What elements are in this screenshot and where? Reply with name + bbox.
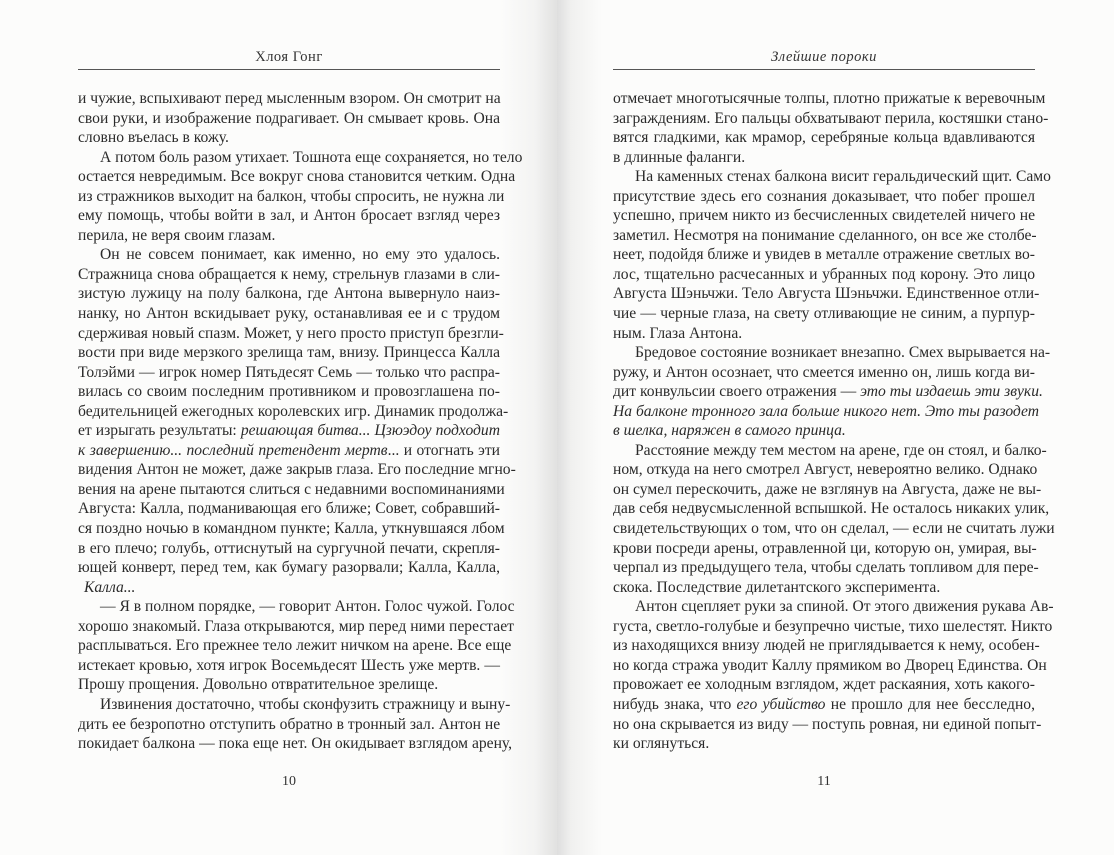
- text-line: [78, 734, 513, 754]
- italic-text: в шелка, наряжен в самого принца.: [613, 422, 846, 440]
- text-line: [613, 284, 1040, 304]
- italic-text: это ты издаешь эти звуки.: [860, 383, 1043, 401]
- text-segment: в длинные фаланги.: [613, 148, 746, 166]
- text-line: [613, 734, 1035, 754]
- text-segment: заграждениям. Его пальцы обхватывают перила, костяшки стано-: [613, 109, 1049, 127]
- text-line: [613, 128, 1035, 148]
- text-segment: ным. Глаза Антона.: [613, 324, 743, 342]
- text-segment: неет, подойдя ближе и увидев в металле отражение светлых во-: [613, 246, 1035, 264]
- text-segment: покидает балкона — пока еще нет. Он окидывает взглядом арену,: [78, 735, 513, 753]
- paragraph: [613, 167, 1051, 343]
- paragraph: [78, 597, 515, 695]
- paragraph: [613, 597, 1054, 753]
- text-line: [78, 245, 500, 265]
- text-segment: ки оглянуться.: [613, 735, 710, 753]
- text-line: [78, 402, 509, 422]
- text-line: [613, 636, 1040, 656]
- text-segment: дав себя недвусмысленной вспышкой. Не осталось никаких улик,: [613, 500, 1050, 518]
- text-segment: расплываться. Его прежнее тело лежит ничком на арене. Все еще: [78, 637, 512, 655]
- text-segment: черпал из предыдущего тела, чтобы сделать топливом для пере-: [613, 559, 1039, 577]
- text-line: [613, 265, 1035, 285]
- text-segment: видения Антон не может, даже закрыв глаза. Его последние мгно-: [78, 461, 516, 479]
- text-segment: дит конвульсии своего отражения —: [613, 383, 861, 401]
- text-line: [613, 480, 1042, 500]
- text-line: [613, 206, 1035, 226]
- text-segment: провожает ее холодным взглядом, ждет раскаяния, хоть какого-: [613, 676, 1035, 694]
- text-line: [78, 148, 523, 168]
- text-segment: хорошо знакомый. Глаза открываются, мир перед ними перестает: [78, 617, 514, 635]
- text-line: [613, 421, 1035, 441]
- text-segment: в его плечо; голубь, оттиснутый на сургучной печати, скрепля-: [78, 539, 500, 557]
- text-line: [78, 363, 500, 383]
- text-segment: Стражница снова обращается к нему, стрельнув глазами в сли-: [78, 265, 500, 283]
- text-line: [78, 597, 515, 617]
- paragraph: [78, 695, 513, 754]
- text-line: [613, 363, 1035, 383]
- header-rule: [613, 69, 1035, 70]
- text-segment: словно въелась в кожу.: [78, 129, 229, 147]
- text-line: [613, 656, 1047, 676]
- italic-text: На балконе тронного зала больше никого нет. Это ты разодет: [613, 402, 1039, 420]
- text-segment: свои руки, и изображение подрагивает. Он смывает кровь. Она: [78, 109, 500, 127]
- text-segment: Он не совсем понимает, как именно, но ему это удалось.: [100, 246, 500, 264]
- text-segment: лос, тщательно расчесанных и убранных под корону. Это лицо: [613, 265, 1035, 283]
- text-segment: ся поздно ночью в командном пункте; Калла, уткнувшаяся лбом: [78, 520, 505, 538]
- text-line: [78, 324, 504, 344]
- text-segment: Прошу прощения. Довольно отвратительное зрелище.: [78, 676, 439, 694]
- text-line: [613, 578, 1035, 598]
- text-line: [78, 343, 500, 363]
- text-segment: ном, откуда на него смотрел Август, невероятно велико. Однако: [613, 461, 1038, 479]
- text-segment: он сумел перескочить, даже не взглянув на Августа, даже не вы-: [613, 480, 1042, 498]
- text-segment: бедительницей ежегодных королевских игр. Динамик продолжа-: [78, 402, 509, 420]
- text-line: [613, 617, 1053, 637]
- text-segment: не прошло для нее бесследно,: [825, 695, 1036, 713]
- text-segment: но она скрывается из виду — поступь ровная, ни единой попыт-: [613, 715, 1042, 733]
- italic-text: к завершению... последний претендент мертв: [78, 441, 388, 459]
- text-line: [78, 636, 512, 656]
- text-line: [613, 715, 1042, 735]
- paragraph: [78, 89, 500, 148]
- text-segment: свидетельствующих о том, что он сделал, — если не считать лужи: [613, 520, 1055, 538]
- text-segment: отмечает многотысячные толпы, плотно прижатые к веревочным: [613, 90, 1046, 107]
- text-segment: успешно, причем никто из бесчисленных свидетелей ничего не: [613, 207, 1035, 225]
- text-line: [78, 499, 500, 519]
- text-segment: вятся гладкими, как мрамор, серебряные кольца вдавливаются: [613, 129, 1035, 147]
- page-number: 10: [282, 774, 296, 789]
- left-page: [0, 0, 557, 855]
- text-segment: А потом боль разом утихает. Тошнота еще сохраняется, но тело: [100, 148, 523, 166]
- text-segment: крови посреди арены, отравленной ци, которую он, умирая, вы-: [613, 539, 1037, 557]
- text-line: [613, 304, 1035, 324]
- text-line: [613, 675, 1035, 695]
- text-segment: Бредовое состояние возникает внезапно. Смех вырывается на-: [635, 344, 1051, 362]
- text-line: [78, 539, 500, 559]
- text-line: [78, 558, 500, 578]
- text-segment: сдерживая новый спазм. Может, у него просто приступ брезгли-: [78, 324, 504, 342]
- running-header-author: Хлоя Гонг: [255, 49, 323, 65]
- text-line: [78, 441, 500, 461]
- text-line: [78, 382, 500, 402]
- text-line: [613, 89, 1046, 109]
- text-segment: Расстояние между тем местом на арене, где он стоял, и балко-: [635, 441, 1047, 459]
- text-segment: ружу, и Антон осознает, что смеется именно он, лишь когда ви-: [613, 363, 1035, 381]
- text-line: [78, 421, 500, 441]
- paragraph: [613, 89, 1049, 167]
- text-line: [613, 558, 1039, 578]
- text-segment: из стражников выходит на балкон, чтобы спросить, не нужна ли: [78, 187, 505, 205]
- text-line: [78, 715, 500, 735]
- text-line: [613, 167, 1051, 187]
- text-segment: скока. Последствие дилетантского эксперимента.: [613, 578, 941, 596]
- text-line: [78, 187, 505, 207]
- text-line: [613, 187, 1035, 207]
- text-segment: из находящихся внизу людей не приглядывается к нему, особен-: [613, 637, 1040, 655]
- text-segment: вости при виде мерзкого зрелища там, внизу. Принцесса Калла: [78, 344, 500, 362]
- text-segment: дить ее безропотно отступить обратно в тронный зал. Антон не: [78, 715, 501, 733]
- text-segment: Августа Шэньчжи. Тело Августа Шэньчжи. Единственное отли-: [613, 285, 1040, 303]
- text-segment: ... и отогнать эти: [387, 441, 500, 459]
- text-line: [613, 441, 1047, 461]
- paragraph: [78, 245, 516, 597]
- text-segment: и чужие, вспыхивают перед мысленным взором. Он смотрит на: [78, 90, 501, 107]
- text-line: [613, 402, 1039, 422]
- right-page: [557, 0, 1114, 855]
- text-line: [78, 89, 500, 109]
- text-line: [78, 167, 516, 187]
- text-line: [613, 245, 1035, 265]
- text-line: [78, 656, 500, 676]
- text-line: [613, 597, 1054, 617]
- text-line: [613, 695, 1035, 715]
- text-segment: чие — черные глаза, на свету отливающие не синим, а пурпур-: [613, 305, 1035, 323]
- italic-text: решающая битва... Цзюэдоу подходит: [240, 422, 500, 440]
- text-segment: густа, светло-голубые и безупречно чистые, тихо шелестят. Никто: [613, 617, 1053, 635]
- header-rule: [78, 69, 500, 70]
- text-line: [78, 675, 500, 695]
- text-segment: Извинения достаточно, чтобы сконфузить стражницу и выну-: [100, 695, 511, 713]
- text-segment: зистую лужицу на полу балкона, где Антона вывернуло наиз-: [78, 285, 500, 303]
- page-number: 11: [817, 774, 831, 789]
- text-line: [613, 499, 1050, 519]
- text-line: [78, 109, 500, 129]
- text-line: [613, 382, 1043, 402]
- italic-text: его убийство: [736, 695, 826, 713]
- text-segment: ему помощь, чтобы войти в зал, и Антон бросает взгляд через: [78, 207, 500, 225]
- text-line: [78, 304, 500, 324]
- italic-text: Калла...: [84, 578, 136, 596]
- text-line: [78, 519, 505, 539]
- body-text: [78, 89, 523, 754]
- text-line: [78, 695, 511, 715]
- text-line: [613, 343, 1051, 363]
- text-line: [613, 460, 1038, 480]
- text-line: [78, 617, 514, 637]
- text-segment: Антон сцепляет руки за спиной. От этого движения рукава Ав-: [635, 598, 1054, 616]
- paragraph: [613, 343, 1051, 441]
- text-segment: Августа: Калла, подманивающая его ближе; Совет, собравший-: [78, 500, 500, 518]
- text-line: [613, 148, 1035, 168]
- running-header-title: Злейшие пороки: [771, 49, 877, 65]
- text-line: [613, 519, 1055, 539]
- text-line: [78, 480, 505, 500]
- text-segment: ющей конверт, перед тем, как бумагу разорвали; Калла, Калла,: [78, 559, 500, 577]
- text-segment: перила, не веря своим глазам.: [78, 226, 276, 244]
- text-segment: ет изрыгать результаты:: [78, 422, 241, 440]
- text-line: [613, 109, 1049, 129]
- body-text: [613, 89, 1055, 754]
- text-segment: нибудь знака, что: [613, 695, 737, 713]
- text-segment: — Я в полном порядке, — говорит Антон. Голос чужой. Голос: [100, 598, 515, 616]
- text-segment: Толэйми — игрок номер Пятьдесят Семь — только что распра-: [78, 363, 500, 381]
- text-segment: остается невредимым. Все вокруг снова становится четким. Одна: [78, 168, 516, 186]
- paragraph: [613, 441, 1055, 597]
- text-line: [78, 284, 500, 304]
- text-line: [78, 206, 500, 226]
- text-line: [613, 539, 1035, 559]
- paragraph: [78, 148, 523, 246]
- text-line: [78, 578, 500, 598]
- text-segment: вения на арене пытаются слиться с недавними воспоминаниями: [78, 480, 505, 498]
- text-line: [78, 265, 500, 285]
- text-line: [613, 226, 1035, 246]
- text-line: [78, 226, 500, 246]
- text-segment: присутствие здесь его сознания доказывает, что побег прошел: [613, 187, 1035, 205]
- text-segment: вилась со своим последним противником и провозглашена по-: [78, 383, 500, 401]
- text-segment: нанку, но Антон вскидывает руку, останавливая ее и с трудом: [78, 305, 500, 323]
- text-segment: но когда стража уводит Каллу прямиком во Дворец Единства. Он: [613, 656, 1047, 674]
- text-line: [78, 128, 500, 148]
- text-segment: На каменных стенах балкона висит геральдический щит. Само: [635, 168, 1051, 186]
- text-segment: истекает кровью, хотя игрок Восемьдесят Шесть уже мертв. —: [78, 656, 500, 674]
- text-line: [78, 460, 516, 480]
- text-line: [613, 324, 1035, 344]
- text-segment: заметил. Несмотря на понимание сделанного, он все же столбе-: [613, 226, 1037, 244]
